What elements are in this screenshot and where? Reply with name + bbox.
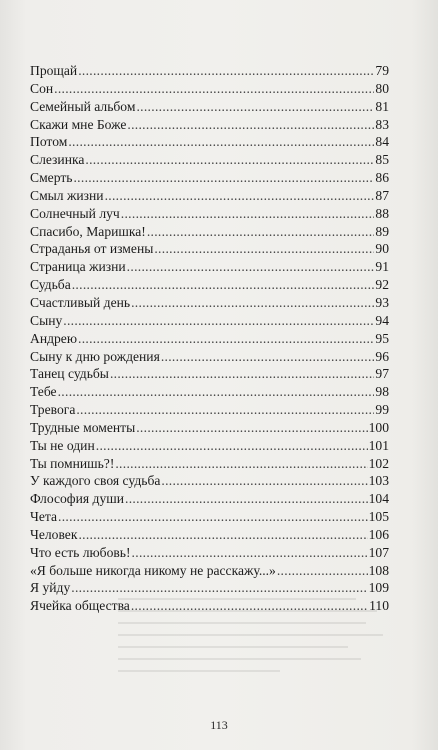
toc-entry-title: Страданья от измены <box>30 241 154 257</box>
dot-leader <box>105 187 375 205</box>
dot-leader <box>71 579 367 597</box>
toc-entry-title: Что есть любовь! <box>30 544 131 560</box>
toc-entry-title: Солнечный луч <box>30 205 120 221</box>
toc-entry <box>30 348 389 366</box>
dot-leader <box>277 562 368 580</box>
dot-leader <box>161 472 367 490</box>
toc-entry-page: 102 <box>368 455 389 471</box>
dot-leader <box>78 62 374 80</box>
toc-entry <box>30 276 389 294</box>
toc-entry-page: 103 <box>368 473 389 489</box>
toc-entry-title: Тебе <box>30 384 57 400</box>
dot-leader <box>96 437 368 455</box>
toc-entry-page: 85 <box>375 152 389 168</box>
dot-leader <box>131 294 374 312</box>
toc-entry-page: 101 <box>368 437 389 453</box>
toc-entry <box>30 116 389 134</box>
toc-entry-title: У каждого своя судьба <box>30 473 161 489</box>
table-of-contents <box>30 62 389 615</box>
toc-entry-page: 83 <box>375 116 389 132</box>
toc-entry-page: 95 <box>375 330 389 346</box>
toc-entry <box>30 365 389 383</box>
toc-entry-title: Потом <box>30 134 68 150</box>
toc-entry-page: 89 <box>375 223 389 239</box>
toc-entry-page: 81 <box>375 98 389 114</box>
toc-entry <box>30 544 389 562</box>
toc-entry-title: Флософия души <box>30 491 125 507</box>
dot-leader <box>68 133 374 151</box>
page-number: 113 <box>210 718 228 732</box>
toc-entry-title: Прощай <box>30 63 78 78</box>
toc-entry <box>30 383 389 401</box>
dot-leader <box>110 365 374 383</box>
toc-entry-title: Ячейка общества <box>30 598 130 614</box>
toc-entry <box>30 294 389 312</box>
toc-entry-page: 96 <box>375 348 389 364</box>
toc-entry-page: 87 <box>375 187 389 203</box>
toc-entry-title: Сыну <box>30 312 63 328</box>
toc-entry <box>30 455 389 473</box>
toc-entry-page: 98 <box>375 384 389 400</box>
dot-leader <box>58 508 368 526</box>
dot-leader <box>127 116 374 134</box>
toc-entry-page: 105 <box>368 509 389 525</box>
toc-entry <box>30 508 389 526</box>
toc-entry-page: 100 <box>368 419 389 435</box>
toc-entry-page: 99 <box>375 402 389 418</box>
dot-leader <box>154 240 374 258</box>
toc-entry <box>30 490 389 508</box>
dot-leader <box>121 205 375 223</box>
dot-leader <box>132 544 368 562</box>
dot-leader <box>136 98 374 116</box>
toc-entry <box>30 133 389 151</box>
toc-entry <box>30 169 389 187</box>
toc-entry-page: 110 <box>369 598 389 614</box>
toc-entry-title: Чета <box>30 509 58 525</box>
toc-entry-title: Слезинка <box>30 152 85 168</box>
toc-entry-page: 106 <box>368 526 389 542</box>
dot-leader <box>127 258 375 276</box>
toc-entry-title: Сыну к дню рождения <box>30 348 160 364</box>
toc-entry-page: 108 <box>368 562 389 578</box>
dot-leader <box>131 597 368 615</box>
toc-entry-page: 93 <box>375 294 389 310</box>
toc-entry-page: 97 <box>375 366 389 382</box>
toc-entry <box>30 98 389 116</box>
toc-entry <box>30 312 389 330</box>
toc-entry-title: Андрею <box>30 330 77 346</box>
toc-entry <box>30 437 389 455</box>
toc-entry <box>30 579 389 597</box>
toc-entry <box>30 330 389 348</box>
toc-entry-title: Сон <box>30 80 54 96</box>
toc-entry-title: Семейный альбом <box>30 98 136 114</box>
toc-entry <box>30 597 389 615</box>
toc-entry <box>30 223 389 241</box>
toc-entry-page: 90 <box>375 241 389 257</box>
toc-entry <box>30 472 389 490</box>
dot-leader <box>78 330 374 348</box>
dot-leader <box>136 419 367 437</box>
toc-entry-page: 94 <box>375 312 389 328</box>
toc-entry-title: Счастливый день <box>30 294 131 310</box>
toc-entry <box>30 62 389 80</box>
dot-leader <box>85 151 374 169</box>
toc-entry-title: Ты не один <box>30 437 95 453</box>
toc-entry-title: Спасибо, Маришка! <box>30 223 146 239</box>
toc-entry <box>30 187 389 205</box>
toc-entry-page: 104 <box>368 491 389 507</box>
toc-entry-page: 80 <box>375 80 389 96</box>
dot-leader <box>58 383 375 401</box>
toc-entry <box>30 526 389 544</box>
dot-leader <box>115 455 367 473</box>
toc-entry-title: Страница жизни <box>30 259 126 275</box>
toc-entry <box>30 258 389 276</box>
toc-entry <box>30 419 389 437</box>
toc-entry-page: 79 <box>375 63 389 78</box>
toc-entry-title: «Я больше никогда никому не расскажу...» <box>30 562 276 578</box>
toc-entry-title: Смерть <box>30 170 73 186</box>
dot-leader <box>73 169 374 187</box>
dot-leader <box>78 526 367 544</box>
toc-entry-page: 88 <box>375 205 389 221</box>
toc-entry-title: Скажи мне Боже <box>30 116 127 132</box>
toc-entry-title: Судьба <box>30 277 71 293</box>
toc-entry-page: 109 <box>368 580 389 596</box>
toc-entry-title: Ты помнишь?! <box>30 455 115 471</box>
toc-entry-title: Танец судьбы <box>30 366 109 382</box>
toc-entry <box>30 562 389 580</box>
dot-leader <box>54 80 374 98</box>
dot-leader <box>161 348 375 366</box>
toc-entry <box>30 80 389 98</box>
toc-entry <box>30 401 389 419</box>
toc-entry-page: 86 <box>375 170 389 186</box>
toc-entry-title: Трудные моменты <box>30 419 136 435</box>
toc-entry-title: Человек <box>30 526 78 542</box>
dot-leader <box>72 276 375 294</box>
dot-leader <box>63 312 374 330</box>
toc-entry-page: 107 <box>368 544 389 560</box>
toc-entry <box>30 151 389 169</box>
toc-entry-page: 84 <box>375 134 389 150</box>
dot-leader <box>76 401 374 419</box>
toc-entry-title: Я уйду <box>30 580 71 596</box>
toc-entry-title: Смыл жизни <box>30 187 104 203</box>
toc-entry-page: 92 <box>375 277 389 293</box>
dot-leader <box>147 223 375 241</box>
toc-entry <box>30 240 389 258</box>
toc-entry-title: Тревога <box>30 402 76 418</box>
toc-entry <box>30 205 389 223</box>
dot-leader <box>125 490 368 508</box>
toc-entry-page: 91 <box>375 259 389 275</box>
